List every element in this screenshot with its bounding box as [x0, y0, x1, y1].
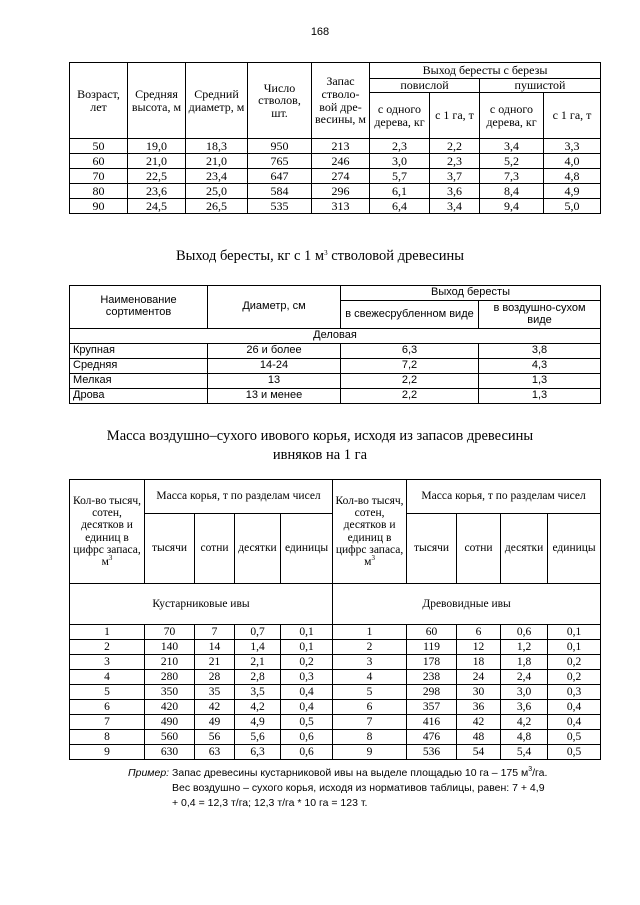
table-cell: 42: [195, 700, 235, 715]
table-cell: 6: [457, 625, 501, 640]
table2-title-sup: 3: [324, 249, 328, 257]
header-fluffy-birch: пушистой: [480, 79, 601, 93]
table-cell: 6,1: [370, 184, 430, 199]
table-row: [70, 139, 601, 154]
table-row: [70, 359, 601, 374]
table-cell: 63: [195, 745, 235, 760]
table-cell: 1,2: [501, 640, 548, 655]
table-row: [70, 745, 601, 760]
header-quantity-sup: 3: [371, 553, 375, 562]
bark-yield-by-assortment-table: [69, 285, 601, 404]
table-cell: Дрова: [70, 389, 208, 404]
table-cell: 6: [333, 700, 407, 715]
table-cell: 4,2: [235, 700, 281, 715]
header-yield: Выход бересты с березы: [370, 63, 601, 79]
table-cell: 420: [145, 700, 195, 715]
table-cell: 23,4: [186, 169, 248, 184]
table-row: [70, 655, 601, 670]
table-cell: 0,1: [548, 625, 601, 640]
table-row: [70, 389, 601, 404]
table-cell: 6,3: [235, 745, 281, 760]
table-cell: 21,0: [128, 154, 186, 169]
table-cell: 1,3: [479, 389, 601, 404]
header-tens: десятки: [501, 514, 548, 584]
table-cell: 42: [457, 715, 501, 730]
table-cell: 18: [457, 655, 501, 670]
table-cell: 0,1: [548, 640, 601, 655]
table-cell: 24,5: [128, 199, 186, 214]
table-cell: 0,4: [548, 700, 601, 715]
table-cell: 560: [145, 730, 195, 745]
header-units: единицы: [281, 514, 333, 584]
table-cell: 49: [195, 715, 235, 730]
note-line3: + 0,4 = 12,3 т/га; 12,3 т/га * 10 га = 123 т.: [172, 797, 368, 809]
table-cell: 9: [333, 745, 407, 760]
example-note: [128, 766, 598, 811]
table-cell: 13 и менее: [208, 389, 341, 404]
table-cell: 0,5: [281, 715, 333, 730]
table-row: [70, 184, 601, 199]
table-cell: 4,2: [501, 715, 548, 730]
table-cell: 1,3: [479, 374, 601, 389]
header-quantity-left: [70, 480, 145, 584]
table-cell: 647: [248, 169, 312, 184]
table-cell: 6,3: [341, 344, 479, 359]
table-cell: 12: [457, 640, 501, 655]
table-cell: 0,6: [501, 625, 548, 640]
table-row: [70, 730, 601, 745]
table-cell: 0,6: [281, 730, 333, 745]
table-cell: 90: [70, 199, 128, 214]
table-cell: 30: [457, 685, 501, 700]
header-hundreds: сотни: [457, 514, 501, 584]
table-cell: 2,2: [430, 139, 480, 154]
table-cell: 0,4: [548, 715, 601, 730]
header-per-ha: с 1 га, т: [544, 93, 601, 139]
table-cell: 4,3: [479, 359, 601, 374]
table-cell: 0,2: [548, 670, 601, 685]
table-cell: 3,5: [235, 685, 281, 700]
table-cell: 476: [407, 730, 457, 745]
table-cell: 54: [457, 745, 501, 760]
table3-title-line1: Масса воздушно–сухого ивового корья, исходя из запасов древесины: [106, 428, 534, 444]
table-cell: 7,3: [480, 169, 544, 184]
table-cell: 3,4: [430, 199, 480, 214]
table-cell: 13: [208, 374, 341, 389]
table-cell: 6,4: [370, 199, 430, 214]
table-cell: 3,6: [501, 700, 548, 715]
table3-title-line2: ивняков на 1 га: [272, 447, 368, 463]
table-cell: 5,6: [235, 730, 281, 745]
table-cell: 238: [407, 670, 457, 685]
birch-bark-yield-table: [69, 62, 601, 214]
table-cell: 0,5: [548, 730, 601, 745]
table-cell: Мелкая: [70, 374, 208, 389]
table-cell: 0,4: [281, 700, 333, 715]
table-cell: 5,0: [544, 199, 601, 214]
table-cell: 25,0: [186, 184, 248, 199]
header-mass-left: Масса корья, т по разделам чисел: [145, 480, 333, 514]
header-bark-yield: Выход бересты: [341, 286, 601, 301]
table-cell: 536: [407, 745, 457, 760]
table-cell: 7: [333, 715, 407, 730]
header-one-tree: с одного дерева, кг: [370, 93, 430, 139]
table-row: [70, 640, 601, 655]
table-row: [70, 169, 601, 184]
table-cell: 4,9: [235, 715, 281, 730]
table-cell: Средняя: [70, 359, 208, 374]
table-cell: 210: [145, 655, 195, 670]
table-cell: 950: [248, 139, 312, 154]
table-row: [70, 685, 601, 700]
table-cell: 2,8: [235, 670, 281, 685]
header-assortment: Наименование сортиментов: [70, 286, 208, 329]
table-cell: 4: [333, 670, 407, 685]
table-cell: 8,4: [480, 184, 544, 199]
table-cell: 416: [407, 715, 457, 730]
table-cell: 50: [70, 139, 128, 154]
table-cell: 213: [312, 139, 370, 154]
table-cell: 28: [195, 670, 235, 685]
table-cell: 5,4: [501, 745, 548, 760]
table-cell: 313: [312, 199, 370, 214]
table-cell: 1: [70, 625, 145, 640]
table-row: [70, 670, 601, 685]
table-cell: 14: [195, 640, 235, 655]
table-cell: 5,2: [480, 154, 544, 169]
header-count: Число стволов, шт.: [248, 63, 312, 139]
table-cell: 298: [407, 685, 457, 700]
table-cell: 0,1: [281, 640, 333, 655]
table-cell: 535: [248, 199, 312, 214]
section-business: Деловая: [70, 329, 601, 344]
table-cell: 119: [407, 640, 457, 655]
table-cell: 7: [195, 625, 235, 640]
table2-title: [0, 247, 640, 266]
header-drooping-birch: повислой: [370, 79, 480, 93]
table-cell: 4: [70, 670, 145, 685]
note-line1-tail: /га.: [532, 767, 548, 779]
table-cell: 56: [195, 730, 235, 745]
table-cell: 7: [70, 715, 145, 730]
table-cell: 296: [312, 184, 370, 199]
table-cell: 5: [333, 685, 407, 700]
header-diameter-cm: Диаметр, см: [208, 286, 341, 329]
table-cell: 2: [70, 640, 145, 655]
table-cell: 60: [407, 625, 457, 640]
table-cell: 9,4: [480, 199, 544, 214]
note-line1: [128, 766, 598, 781]
table-cell: 0,7: [235, 625, 281, 640]
table-cell: 4,8: [544, 169, 601, 184]
table-cell: 26 и более: [208, 344, 341, 359]
table-cell: 2: [333, 640, 407, 655]
willow-bark-mass-table: [69, 479, 601, 760]
table-cell: 26,5: [186, 199, 248, 214]
table-cell: Крупная: [70, 344, 208, 359]
header-dry: в воздушно-сухом виде: [479, 301, 601, 329]
header-quantity-right: [333, 480, 407, 584]
table-cell: 0,3: [281, 670, 333, 685]
header-age: Возраст, лет: [70, 63, 128, 139]
note-line2: Вес воздушно – сухого корья, исходя из нормативов таблицы, равен: 7 + 4,9: [172, 782, 545, 794]
table-cell: 357: [407, 700, 457, 715]
table-cell: 22,5: [128, 169, 186, 184]
header-height: Средняя высота, м: [128, 63, 186, 139]
table-cell: 350: [145, 685, 195, 700]
table-cell: 2,2: [341, 389, 479, 404]
header-thousands: тысячи: [407, 514, 457, 584]
table-cell: 36: [457, 700, 501, 715]
table-cell: 5: [70, 685, 145, 700]
header-stock: Запас стволо-вой дре-весины, м: [312, 63, 370, 139]
table-cell: 3,3: [544, 139, 601, 154]
table-cell: 584: [248, 184, 312, 199]
header-hundreds: сотни: [195, 514, 235, 584]
table-row: [70, 625, 601, 640]
table-cell: 60: [70, 154, 128, 169]
table-cell: 3,4: [480, 139, 544, 154]
header-quantity-text: Кол-во тысяч, сотен, десятков и единиц в цифрс запаса, м: [72, 495, 142, 568]
table-cell: 80: [70, 184, 128, 199]
table-cell: 3,8: [479, 344, 601, 359]
header-fresh: в свежесрубленном виде: [341, 301, 479, 329]
note-line1-sup: 3: [528, 766, 533, 773]
note-line1-text: Запас древесины кустарниковой ивы на выделе площадью 10 га – 175 м: [169, 767, 529, 779]
table-row: [70, 199, 601, 214]
table-cell: 23,6: [128, 184, 186, 199]
header-units: единицы: [548, 514, 601, 584]
page-number: 168: [310, 26, 330, 38]
note-label: Пример:: [128, 767, 170, 779]
table-row: [70, 344, 601, 359]
table-cell: 3,0: [501, 685, 548, 700]
table-cell: 5,7: [370, 169, 430, 184]
table2-title-text: Выход бересты, кг с 1 м: [176, 248, 325, 264]
section-tree-willows: Древовидные ивы: [333, 584, 601, 625]
table3-title: [0, 427, 640, 465]
table-cell: 280: [145, 670, 195, 685]
table-row: [70, 154, 601, 169]
table-cell: 2,4: [501, 670, 548, 685]
header-one-tree: с одного дерева, кг: [480, 93, 544, 139]
table-cell: 4,0: [544, 154, 601, 169]
table-cell: 2,3: [370, 139, 430, 154]
table-cell: 21,0: [186, 154, 248, 169]
header-diameter: Средний диаметр, м: [186, 63, 248, 139]
table-cell: 0,2: [281, 655, 333, 670]
table-cell: 2,3: [430, 154, 480, 169]
table-cell: 3,7: [430, 169, 480, 184]
table-cell: 765: [248, 154, 312, 169]
table-cell: 630: [145, 745, 195, 760]
table-cell: 0,6: [281, 745, 333, 760]
table-cell: 246: [312, 154, 370, 169]
table-cell: 18,3: [186, 139, 248, 154]
table-cell: 0,2: [548, 655, 601, 670]
table-cell: 4,8: [501, 730, 548, 745]
table-cell: 9: [70, 745, 145, 760]
table-cell: 70: [145, 625, 195, 640]
table-cell: 3,6: [430, 184, 480, 199]
table-cell: 0,5: [548, 745, 601, 760]
table-cell: 490: [145, 715, 195, 730]
table2-title-tail: стволовой древесины: [327, 248, 464, 264]
table-cell: 1,8: [501, 655, 548, 670]
table-cell: 48: [457, 730, 501, 745]
table-cell: 8: [70, 730, 145, 745]
table-cell: 3: [333, 655, 407, 670]
table-cell: 3,0: [370, 154, 430, 169]
table-cell: 8: [333, 730, 407, 745]
table-cell: 140: [145, 640, 195, 655]
table-cell: 0,4: [281, 685, 333, 700]
header-quantity-sup: 3: [108, 553, 113, 562]
header-per-ha: с 1 га, т: [430, 93, 480, 139]
header-quantity-text: Кол-во тысяч, сотен, десятков и единиц в цифрс запаса, м: [335, 495, 404, 568]
table-cell: 70: [70, 169, 128, 184]
table-cell: 178: [407, 655, 457, 670]
table-cell: 14-24: [208, 359, 341, 374]
table-cell: 4,9: [544, 184, 601, 199]
table-row: [70, 715, 601, 730]
table-cell: 1: [333, 625, 407, 640]
table-cell: 21: [195, 655, 235, 670]
table-cell: 6: [70, 700, 145, 715]
table-cell: 274: [312, 169, 370, 184]
header-thousands: тысячи: [145, 514, 195, 584]
header-tens: десятки: [235, 514, 281, 584]
table-cell: 19,0: [128, 139, 186, 154]
section-shrub-willows: Кустарниковые ивы: [70, 584, 333, 625]
table-row: [70, 700, 601, 715]
table-cell: 2,1: [235, 655, 281, 670]
table-cell: 0,1: [281, 625, 333, 640]
table-cell: 3: [70, 655, 145, 670]
table-row: [70, 374, 601, 389]
table-cell: 0,3: [548, 685, 601, 700]
header-mass-right: Масса корья, т по разделам чисел: [407, 480, 601, 514]
table-cell: 1,4: [235, 640, 281, 655]
table-cell: 24: [457, 670, 501, 685]
table-cell: 35: [195, 685, 235, 700]
table-cell: 7,2: [341, 359, 479, 374]
table-cell: 2,2: [341, 374, 479, 389]
